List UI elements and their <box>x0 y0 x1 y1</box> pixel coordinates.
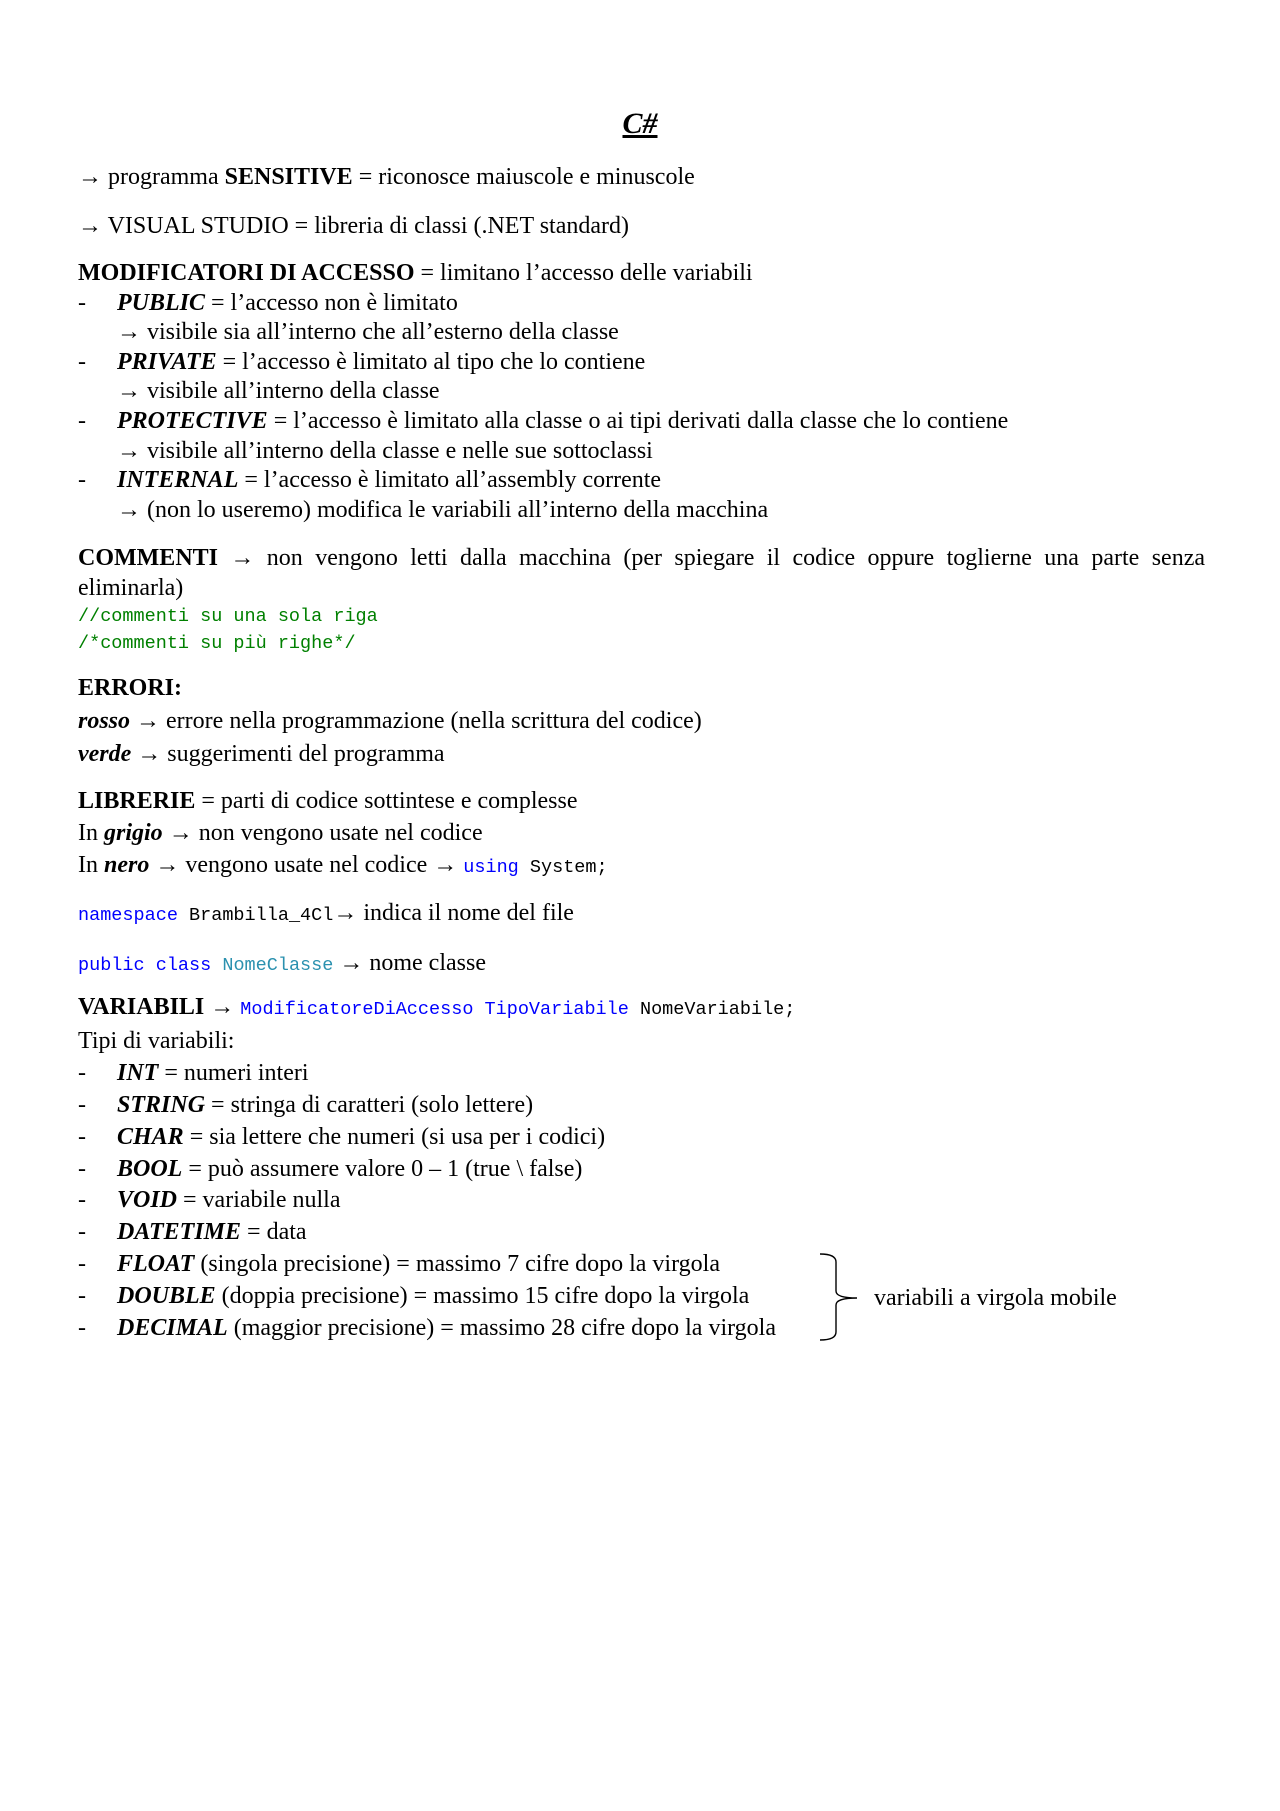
modifier-name: INTERNAL <box>117 467 239 494</box>
variable-type-description: (doppia precisione) = massimo 15 cifre dopo la virgola <box>215 1283 750 1310</box>
variable-type-description: = stringa di caratteri (solo lettere) <box>205 1091 534 1118</box>
namespace-line <box>78 897 574 932</box>
modifier-item-protective <box>78 407 1008 437</box>
code-keyword-namespace: namespace <box>78 905 178 926</box>
librerie-nero-line <box>78 849 608 884</box>
librerie-color-description: → vengono usate nel codice → <box>149 852 464 878</box>
variable-type-name: INT <box>117 1059 159 1086</box>
modifier-item-internal <box>78 466 1008 496</box>
list-bullet: - <box>78 1251 86 1278</box>
list-bullet: - <box>78 289 86 316</box>
modifier-item-private <box>78 348 1008 378</box>
modifier-note: → visibile sia all’interno che all’esterno della classe <box>117 319 619 346</box>
class-line <box>78 947 486 982</box>
variable-type-description: (singola precisione) = massimo 7 cifre dopo la virgola <box>194 1251 720 1278</box>
modifier-description: = l’accesso non è limitato <box>205 289 458 316</box>
commenti-description: → non vengono letti dalla macchina (per spiegare il codice oppure toglierne una parte senza eliminarla) <box>78 545 1205 601</box>
floating-point-note: variabili a virgola mobile <box>874 1285 1117 1311</box>
variable-type-item <box>78 1249 795 1281</box>
variable-type-definition <box>117 1122 605 1154</box>
variable-type-name: DOUBLE <box>117 1283 216 1310</box>
list-bullet: - <box>78 1091 86 1118</box>
modificatori-heading-line <box>78 259 1008 289</box>
modifier-definition <box>117 289 458 319</box>
list-bullet: - <box>78 1187 86 1214</box>
variable-type-description: = variabile nulla <box>177 1187 341 1214</box>
variabili-section <box>78 992 795 1345</box>
commenti-paragraph <box>78 543 1205 603</box>
list-bullet: - <box>78 1155 86 1182</box>
code-variable-type: TipoVariabile <box>473 999 629 1020</box>
variable-type-definition <box>117 1313 776 1345</box>
variable-type-item <box>78 1122 795 1154</box>
variable-type-name: DATETIME <box>117 1219 242 1246</box>
code-class-name: NomeClasse <box>211 955 334 976</box>
code-variable-name: NomeVariabile; <box>628 999 796 1020</box>
variable-type-item <box>78 1313 795 1345</box>
errori-item-rosso <box>78 705 702 738</box>
modificatori-heading: MODIFICATORI DI ACCESSO <box>78 260 415 286</box>
variable-type-name: CHAR <box>117 1123 184 1150</box>
variable-type-definition <box>117 1154 582 1186</box>
code-identifier-system: System; <box>518 857 608 878</box>
errori-heading: ERRORI: <box>78 675 183 701</box>
error-color-label: rosso <box>78 708 131 734</box>
code-namespace-name: Brambilla_4Cl <box>177 905 334 926</box>
variable-type-description: (maggior precisione) = massimo 28 cifre dopo la virgola <box>227 1315 776 1342</box>
code-keyword-public-class: public class <box>78 955 212 976</box>
list-bullet: - <box>78 348 86 375</box>
librerie-color-description: → non vengono usate nel codice <box>162 820 483 846</box>
code-keyword-using: using <box>463 857 519 878</box>
sensitive-line <box>78 162 695 192</box>
variabili-heading-line <box>78 992 795 1026</box>
modificatori-heading-definition: = limitano l’accesso delle variabili <box>414 260 753 286</box>
variable-type-definition <box>117 1090 533 1122</box>
modifier-note: → visibile all’interno della classe e nelle sue sottoclassi <box>117 437 653 464</box>
code-access-modifier: ModificatoreDiAccesso <box>240 999 474 1020</box>
librerie-heading: LIBRERIE <box>78 788 196 814</box>
variable-type-definition <box>117 1185 341 1217</box>
namespace-description: → indica il nome del file <box>333 900 574 926</box>
modifier-definition <box>117 407 1008 437</box>
variable-type-name: DECIMAL <box>117 1315 228 1342</box>
curly-brace-icon <box>818 1250 860 1344</box>
variable-type-item <box>78 1217 795 1249</box>
commenti-heading: COMMENTI <box>78 545 218 571</box>
variabili-arrow: → <box>204 994 241 1020</box>
variable-type-definition <box>117 1217 307 1249</box>
variable-type-description: = può assumere valore 0 – 1 (true \ false) <box>182 1155 583 1182</box>
variable-type-name: VOID <box>117 1187 178 1214</box>
variable-type-definition <box>117 1281 749 1313</box>
variable-type-item <box>78 1154 795 1186</box>
list-bullet: - <box>78 407 86 434</box>
modifier-definition <box>117 348 645 378</box>
variable-types-label: Tipi di variabili: <box>78 1027 235 1054</box>
code-comment-single-line: //commenti su una sola riga <box>78 606 378 627</box>
list-bullet: - <box>78 467 86 494</box>
variable-type-name: STRING <box>117 1091 206 1118</box>
sensitive-prefix: → programma <box>78 164 225 190</box>
variable-type-description: = data <box>241 1219 307 1246</box>
list-bullet: - <box>78 1219 86 1246</box>
librerie-color-label: grigio <box>104 820 163 846</box>
librerie-section <box>78 785 608 884</box>
modifier-name: PROTECTIVE <box>117 407 268 434</box>
variable-type-definition <box>117 1058 309 1090</box>
modifier-note: → (non lo useremo) modifica le variabili all’interno della macchina <box>117 496 769 523</box>
visual-studio-line: → VISUAL STUDIO = libreria di classi (.NET standard) <box>78 213 629 239</box>
modifier-name: PUBLIC <box>117 289 206 316</box>
error-color-description: → suggerimenti del programma <box>131 741 445 767</box>
variable-type-item <box>78 1090 795 1122</box>
modifier-description: = l’accesso è limitato al tipo che lo contiene <box>216 348 646 375</box>
variable-type-item <box>78 1185 795 1217</box>
modifier-note: → visibile all’interno della classe <box>117 378 440 405</box>
librerie-prefix: In <box>78 820 104 846</box>
class-description: → nome classe <box>333 950 486 976</box>
variable-type-name: FLOAT <box>117 1251 195 1278</box>
variable-type-name: BOOL <box>117 1155 183 1182</box>
variable-type-description: = numeri interi <box>158 1059 309 1086</box>
variabili-heading: VARIABILI <box>78 994 205 1020</box>
code-comment-multi-line: /*commenti su più righe*/ <box>78 633 356 654</box>
modifier-name: PRIVATE <box>117 348 217 375</box>
sensitive-definition: = riconosce maiuscole e minuscole <box>352 164 695 190</box>
librerie-prefix: In <box>78 852 104 878</box>
librerie-color-label: nero <box>104 852 150 878</box>
commenti-section <box>78 543 1205 657</box>
sensitive-term: SENSITIVE <box>224 164 353 190</box>
list-bullet: - <box>78 1283 86 1310</box>
modifier-description: = l’accesso è limitato alla classe o ai tipi derivati dalla classe che lo contiene <box>267 407 1009 434</box>
variable-type-description: = sia lettere che numeri (si usa per i codici) <box>183 1123 606 1150</box>
variable-type-item <box>78 1058 795 1090</box>
librerie-definition: = parti di codice sottintese e complesse <box>195 788 578 814</box>
page-title: C# <box>622 107 658 140</box>
variable-type-item <box>78 1281 795 1313</box>
curly-brace-stroke <box>820 1254 857 1340</box>
error-color-label: verde <box>78 741 132 767</box>
list-bullet: - <box>78 1123 86 1150</box>
list-bullet: - <box>78 1315 86 1342</box>
modifier-definition <box>117 466 661 496</box>
librerie-heading-line <box>78 785 608 817</box>
error-color-description: → errore nella programmazione (nella scrittura del codice) <box>130 708 702 734</box>
modifier-item-public <box>78 289 1008 319</box>
list-bullet: - <box>78 1059 86 1086</box>
errori-section <box>78 672 702 771</box>
variable-type-definition <box>117 1249 720 1281</box>
errori-item-verde <box>78 738 702 771</box>
modificatori-section <box>78 259 1008 525</box>
modifier-description: = l’accesso è limitato all’assembly corrente <box>238 467 662 494</box>
librerie-grigio-line <box>78 817 608 849</box>
